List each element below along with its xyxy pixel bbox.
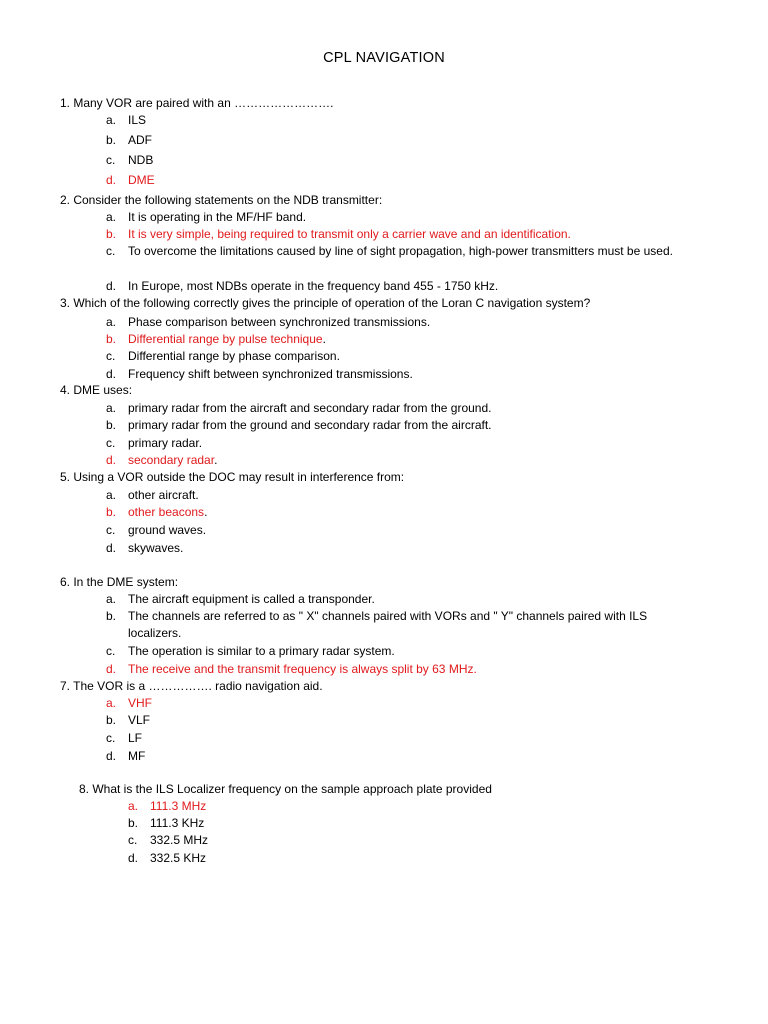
option-text-main: skywaves. (128, 541, 184, 555)
option-letter: d. (106, 749, 117, 763)
option-letter: b. (128, 816, 139, 830)
option-letter: d. (128, 851, 139, 865)
question-8-option-b (128, 815, 710, 832)
option-text-main: In Europe, most NDBs operate in the frequency band 455 - 1750 kHz. (128, 279, 499, 293)
option-text-main: ground waves. (128, 523, 207, 537)
question-7-option-b (106, 712, 688, 729)
question-6-text: 6. In the DME system: (60, 575, 179, 589)
option-text-main: ADF (128, 133, 152, 147)
option-text-main: Frequency shift between synchronized transmissions. (128, 367, 413, 381)
question-7-option-c (106, 730, 688, 747)
question-5-option-c (106, 522, 688, 539)
question-6-option-b (106, 608, 688, 642)
option-text (128, 112, 688, 129)
question-5-text: 5. Using a VOR outside the DOC may result in interference from: (60, 470, 405, 484)
option-letter: a. (106, 210, 117, 224)
question-5-option-b (106, 504, 688, 521)
option-text-main: Phase comparison between synchronized transmissions. (128, 315, 431, 329)
question-5-option-a (106, 487, 688, 504)
question-3-option-b (106, 331, 688, 348)
question-6-option-a (106, 591, 688, 608)
option-text (128, 314, 688, 331)
option-text (128, 132, 688, 149)
option-letter: d. (106, 367, 117, 381)
option-text (128, 366, 688, 383)
option-text-main: other aircraft. (128, 488, 199, 502)
question-3-text: 3. Which of the following correctly gives the principle of operation of the Loran C navigation system? (60, 296, 591, 310)
correct-answer-text (128, 172, 688, 189)
option-text (128, 540, 688, 557)
question-3-option-a (106, 314, 688, 331)
option-letter: a. (106, 113, 117, 127)
option-text-main: The operation is similar to a primary radar system. (128, 644, 395, 658)
option-text (128, 243, 688, 260)
option-text (128, 278, 688, 295)
question-3-option-c (106, 348, 688, 365)
option-text-main: Differential range by phase comparison. (128, 349, 340, 363)
question-1-option-d (106, 172, 688, 189)
option-letter: d. (106, 279, 117, 293)
option-text-main: 111.3 KHz (150, 816, 205, 830)
option-letter: a. (106, 315, 117, 329)
question-1-text: 1. Many VOR are paired with an ……………………. (60, 96, 334, 110)
question-8-option-c (128, 832, 710, 849)
question-5-option-d (106, 540, 688, 557)
option-text (128, 591, 688, 608)
option-text (128, 417, 688, 434)
option-text (128, 209, 688, 226)
option-letter: a. (106, 592, 117, 606)
option-text (128, 730, 688, 747)
option-text-suffix: . (204, 505, 208, 519)
question-6-option-d (106, 661, 688, 678)
option-text-main: The aircraft equipment is called a transponder. (128, 592, 375, 606)
question-2-option-c (106, 243, 688, 260)
option-text (128, 522, 688, 539)
page-title: CPL NAVIGATION (323, 50, 445, 66)
option-letter: c. (128, 833, 138, 847)
option-letter: c. (106, 349, 116, 363)
option-text (128, 748, 688, 765)
question-8-option-d (128, 850, 710, 867)
option-text-suffix: . (322, 332, 326, 346)
option-letter: b. (106, 505, 117, 519)
option-letter: b. (106, 418, 117, 432)
option-text (128, 400, 688, 417)
option-text (128, 608, 688, 642)
option-letter: d. (106, 173, 117, 187)
option-text-main: VLF (128, 713, 151, 727)
question-4-option-a (106, 400, 688, 417)
question-1-option-c (106, 152, 688, 169)
correct-answer-text (128, 504, 688, 521)
option-letter: a. (106, 696, 117, 710)
question-1-option-a (106, 112, 688, 129)
option-text-main: NDB (128, 153, 154, 167)
option-text (128, 487, 688, 504)
option-text (150, 850, 710, 867)
option-letter: a. (106, 401, 117, 415)
question-7-text: 7. The VOR is a ……………. radio navigation aid. (60, 679, 323, 693)
option-text-main: primary radar from the ground and secondary radar from the aircraft. (128, 418, 492, 432)
question-2-option-b (106, 226, 688, 243)
correct-answer-text (128, 452, 688, 469)
question-8-text: 8. What is the ILS Localizer frequency on the sample approach plate provided (79, 782, 492, 796)
option-letter: c. (106, 731, 116, 745)
option-letter: b. (106, 133, 117, 147)
option-text-main: primary radar. (128, 436, 203, 450)
correct-answer-text (128, 661, 688, 678)
option-text-main: The channels are referred to as " X" channels paired with VORs and " Y" channels paired with ILS localizers. (128, 609, 648, 640)
question-1-option-b (106, 132, 688, 149)
option-text-main: It is very simple, being required to transmit only a carrier wave and an identification. (128, 227, 571, 241)
option-text-main: The receive and the transmit frequency is always split by 63 MHz. (128, 662, 477, 676)
option-letter: b. (106, 713, 117, 727)
option-text-main: 111.3 MHz (150, 799, 207, 813)
question-3-option-d (106, 366, 688, 383)
option-letter: c. (106, 523, 116, 537)
option-text-main: It is operating in the MF/HF band. (128, 210, 307, 224)
option-letter: a. (128, 799, 139, 813)
correct-answer-text (128, 331, 688, 348)
option-letter: c. (106, 244, 116, 258)
option-letter: d. (106, 453, 117, 467)
option-letter: c. (106, 153, 116, 167)
option-letter: d. (106, 662, 117, 676)
option-letter: b. (106, 609, 117, 623)
option-text (128, 643, 688, 660)
option-text (128, 712, 688, 729)
option-letter: c. (106, 436, 116, 450)
question-7-option-d (106, 748, 688, 765)
question-6-option-c (106, 643, 688, 660)
question-2-option-a (106, 209, 688, 226)
option-letter: b. (106, 227, 117, 241)
option-text-main: Differential range by pulse technique (128, 332, 323, 346)
option-letter: c. (106, 644, 116, 658)
option-text-main: 332.5 KHz (150, 851, 207, 865)
option-text-main: 332.5 MHz (150, 833, 209, 847)
correct-answer-text (128, 695, 688, 712)
question-4-text: 4. DME uses: (60, 383, 133, 397)
option-text-suffix: . (214, 453, 218, 467)
option-text-main: VHF (128, 696, 152, 710)
option-text-main: To overcome the limitations caused by line of sight propagation, high-power transmitters must be used. (128, 244, 673, 258)
option-text-main: MF (128, 749, 146, 763)
question-4-option-c (106, 435, 688, 452)
option-text-main: primary radar from the aircraft and secondary radar from the ground. (128, 401, 492, 415)
option-letter: a. (106, 488, 117, 502)
option-letter: d. (106, 541, 117, 555)
option-text-main: other beacons (128, 505, 205, 519)
option-letter: b. (106, 332, 117, 346)
question-7-option-a (106, 695, 688, 712)
correct-answer-text (128, 226, 688, 243)
option-text-main: ILS (128, 113, 147, 127)
option-text (128, 435, 688, 452)
option-text (128, 152, 688, 169)
option-text (150, 832, 710, 849)
option-text-main: DME (128, 173, 155, 187)
option-text (128, 348, 688, 365)
question-8-option-a (128, 798, 710, 815)
option-text (150, 815, 710, 832)
question-4-option-b (106, 417, 688, 434)
question-4-option-d (106, 452, 688, 469)
correct-answer-text (150, 798, 710, 815)
question-2-text: 2. Consider the following statements on the NDB transmitter: (60, 193, 383, 207)
option-text-main: LF (128, 731, 143, 745)
option-text-main: secondary radar (128, 453, 215, 467)
question-2-option-d (106, 278, 688, 295)
